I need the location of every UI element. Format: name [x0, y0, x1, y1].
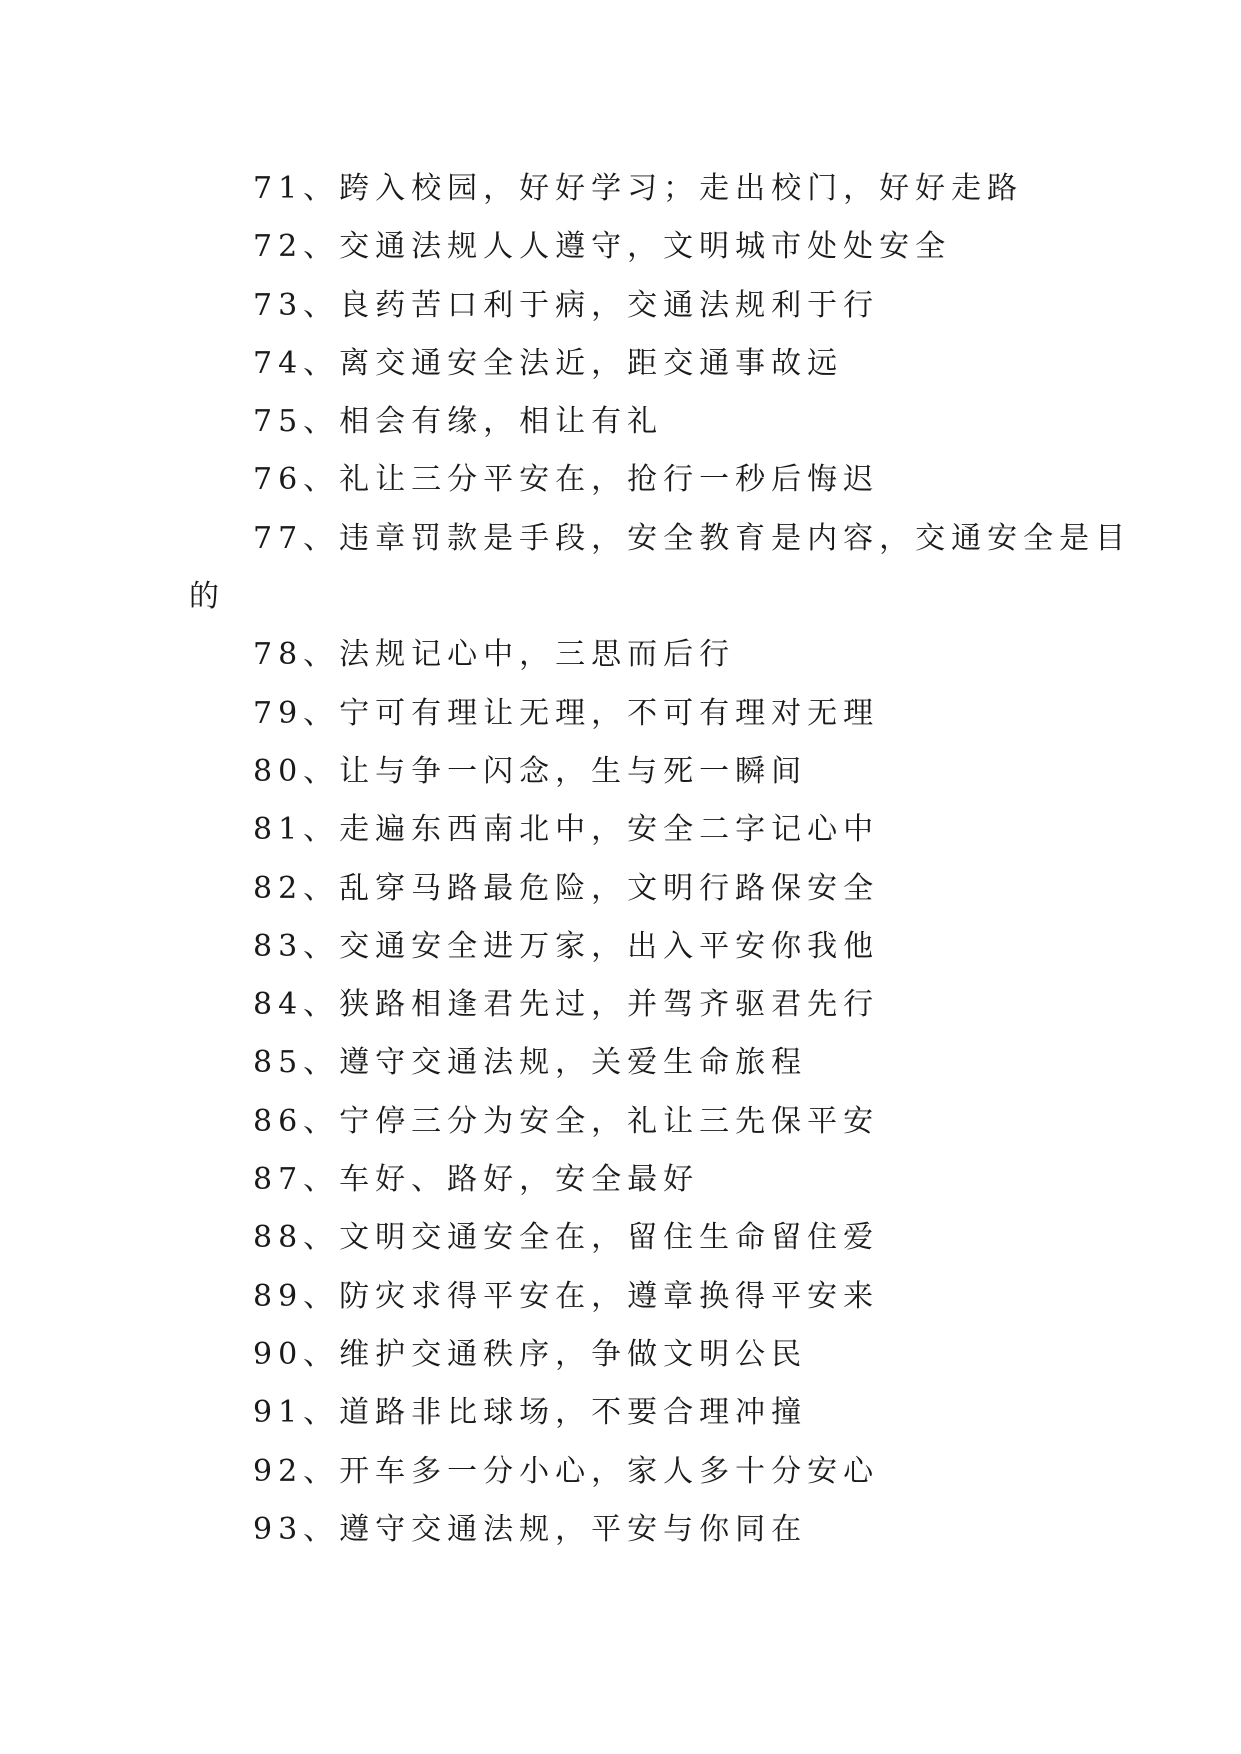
slogan-line: 78、法规记心中，三思而后行: [253, 637, 736, 673]
slogan-line: 91、道路非比球场，不要合理冲撞: [253, 1395, 808, 1431]
slogan-line: 71、跨入校园，好好学习；走出校门，好好走路: [253, 171, 1024, 206]
slogan-line: 92、开车多一分小心，家人多十分安心: [253, 1453, 880, 1489]
slogan-line: 82、乱穿马路最危险，文明行路保安全: [253, 870, 880, 906]
slogan-line: 80、让与争一闪念，生与死一瞬间: [253, 753, 808, 789]
slogan-line: 76、礼让三分平安在，抢行一秒后悔迟: [253, 462, 880, 498]
slogan-line: 81、走遍东西南北中，安全二字记心中: [253, 812, 880, 848]
slogan-line: 74、离交通安全法近，距交通事故远: [253, 345, 844, 381]
slogan-list: [189, 160, 1132, 1559]
slogan-line: 75、相会有缘，相让有礼: [253, 404, 664, 440]
slogan-line: 77、违章罚款是手段，安全教育是内容，交通安全是目: [253, 520, 1132, 556]
slogan-line: 79、宁可有理让无理，不可有理对无理: [253, 695, 880, 731]
slogan-line: 87、车好、路好，安全最好: [253, 1162, 700, 1198]
slogan-line: 84、狭路相逢君先过，并驾齐驱君先行: [253, 987, 880, 1023]
slogan-line-continuation: 的: [189, 579, 225, 615]
slogan-line: 88、文明交通安全在，留住生命留住爱: [253, 1220, 880, 1256]
slogan-line: 85、遵守交通法规，关爱生命旅程: [253, 1045, 808, 1081]
slogan-line: 93、遵守交通法规，平安与你同在: [253, 1511, 808, 1547]
slogan-line: 89、防灾求得平安在，遵章换得平安来: [253, 1278, 880, 1314]
slogan-line: 73、良药苦口利于病，交通法规利于行: [253, 287, 880, 323]
slogan-line: 72、交通法规人人遵守，文明城市处处安全: [253, 229, 952, 265]
slogan-line: 83、交通安全进万家，出入平安你我他: [253, 928, 880, 964]
slogan-line: 86、宁停三分为安全，礼让三先保平安: [253, 1103, 880, 1139]
slogan-line: 90、维护交通秩序，争做文明公民: [253, 1336, 808, 1372]
